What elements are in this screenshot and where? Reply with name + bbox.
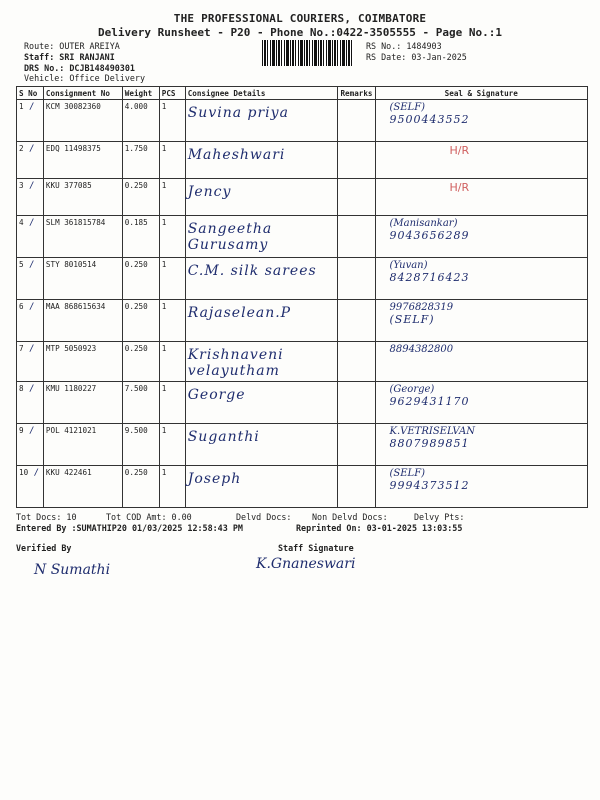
row-consignment: KCM 30082360 (43, 100, 122, 142)
barcode (262, 40, 354, 66)
row-sno: 1 / (17, 100, 44, 142)
consignee-name: Rajaselean.P (187, 305, 292, 321)
row-consignment: KKU 377085 (43, 179, 122, 216)
vehicle-line: Vehicle: Office Delivery (24, 73, 146, 83)
table-row (17, 424, 588, 466)
rs-date: RS Date: 03-Jan-2025 (366, 52, 467, 62)
consignee-name: Jency (187, 184, 232, 200)
row-weight: 0.250 (122, 342, 159, 382)
row-weight: 0.250 (122, 466, 159, 508)
verified-by-label: Verified By (16, 543, 72, 553)
delvd-docs: Delvd Docs: (236, 512, 292, 522)
reprinted-on: Reprinted On: 03-01-2025 13:03:55 (296, 523, 463, 533)
signature-line-1: (Yuvan) (389, 260, 428, 271)
row-pcs: 1 (159, 216, 185, 258)
row-seal (375, 142, 588, 179)
row-weight: 4.000 (122, 100, 159, 142)
row-sno: 8 / (17, 382, 44, 424)
row-pcs: 1 (159, 342, 185, 382)
row-remarks (338, 100, 375, 142)
runsheet-title: Delivery Runsheet - P20 - Phone No.:0422-3505555 - Page No.:1 (98, 26, 502, 39)
row-seal (375, 100, 588, 142)
row-consignee (185, 342, 338, 382)
table-row (17, 142, 588, 179)
drs-line: DRS No.: DCJB148490301 (24, 63, 135, 73)
row-consignee (185, 216, 338, 258)
col-remarks: Remarks (338, 87, 375, 100)
consignee-name: Krishnaveni velayutham (187, 347, 284, 379)
row-pcs: 1 (159, 258, 185, 300)
signature-line-1: 8894382800 (389, 344, 454, 355)
signature-line-2: (SELF) (389, 313, 435, 326)
row-sno: 7 / (17, 342, 44, 382)
delvy-pts: Delvy Pts: (414, 512, 465, 522)
signature-line-1: K.VETRISELVAN (389, 426, 475, 437)
row-seal (375, 216, 588, 258)
row-weight: 0.185 (122, 216, 159, 258)
row-weight: 7.500 (122, 382, 159, 424)
row-sno: 9 / (17, 424, 44, 466)
row-pcs: 1 (159, 300, 185, 342)
tick-mark: / (23, 302, 35, 312)
row-consignee (185, 258, 338, 300)
signature-line-1: (Manisankar) (389, 218, 458, 229)
row-seal (375, 382, 588, 424)
consignee-name: Suvina priya (187, 105, 289, 121)
hr-stamp: H/R (449, 181, 470, 194)
row-pcs: 1 (159, 382, 185, 424)
table-row (17, 382, 588, 424)
row-weight: 1.750 (122, 142, 159, 179)
row-weight: 0.250 (122, 300, 159, 342)
col-consignment: Consignment No (43, 87, 122, 100)
row-weight: 0.250 (122, 179, 159, 216)
tick-mark: / (23, 218, 35, 228)
col-sno: S No (17, 87, 44, 100)
row-consignee (185, 466, 338, 508)
tick-mark: / (23, 426, 35, 436)
table-row (17, 466, 588, 508)
row-seal (375, 258, 588, 300)
row-sno: 2 / (17, 142, 44, 179)
tick-mark: / (28, 468, 39, 478)
consignee-name: Joseph (187, 471, 242, 487)
consignee-name: Sangeetha Gurusamy (187, 221, 273, 253)
row-remarks (338, 382, 375, 424)
row-remarks (338, 342, 375, 382)
signature-line-2: 9043656289 (389, 229, 470, 242)
non-delvd-docs: Non Delvd Docs: (312, 512, 388, 522)
table-row (17, 342, 588, 382)
tick-mark: / (23, 144, 35, 154)
tot-docs: Tot Docs: 10 (16, 512, 77, 522)
signature-line-1: (SELF) (389, 468, 426, 479)
staff-line: Staff: SRI RANJANI (24, 52, 115, 62)
col-weight: Weight (122, 87, 159, 100)
runsheet-table (16, 86, 588, 508)
row-remarks (338, 258, 375, 300)
row-consignment: KMU 1180227 (43, 382, 122, 424)
row-consignee (185, 100, 338, 142)
verified-signature: N Sumathi (34, 562, 111, 578)
table-row (17, 258, 588, 300)
row-pcs: 1 (159, 466, 185, 508)
row-sno: 5 / (17, 258, 44, 300)
row-consignee (185, 142, 338, 179)
tick-mark: / (23, 384, 35, 394)
hr-stamp: H/R (449, 144, 470, 157)
table-row (17, 100, 588, 142)
row-consignment: STY 8010514 (43, 258, 122, 300)
tick-mark: / (23, 344, 35, 354)
table-row (17, 300, 588, 342)
row-consignment: MAA 868615634 (43, 300, 122, 342)
row-consignment: SLM 361815784 (43, 216, 122, 258)
table-row (17, 179, 588, 216)
staff-signature-label: Staff Signature (278, 543, 354, 553)
row-sno: 4 / (17, 216, 44, 258)
row-seal (375, 342, 588, 382)
rs-number: RS No.: 1484903 (366, 41, 442, 51)
row-remarks (338, 142, 375, 179)
table-header-row (17, 87, 588, 100)
row-consignee (185, 424, 338, 466)
entered-by: Entered By :SUMATHIP20 01/03/2025 12:58:43 PM (16, 523, 243, 533)
row-pcs: 1 (159, 142, 185, 179)
signature-line-2: 9629431170 (389, 395, 470, 408)
row-consignee (185, 382, 338, 424)
row-seal (375, 300, 588, 342)
row-pcs: 1 (159, 424, 185, 466)
row-seal (375, 466, 588, 508)
signature-line-1: (George) (389, 384, 435, 395)
row-consignee (185, 300, 338, 342)
tick-mark: / (23, 260, 35, 270)
signature-line-1: 9976828319 (389, 302, 454, 313)
tick-mark: / (23, 102, 35, 112)
consignee-name: Maheshwari (187, 147, 286, 163)
row-consignment: KKU 422461 (43, 466, 122, 508)
row-sno: 3 / (17, 179, 44, 216)
row-remarks (338, 179, 375, 216)
row-weight: 0.250 (122, 258, 159, 300)
row-remarks (338, 216, 375, 258)
row-consignment: EDQ 11498375 (43, 142, 122, 179)
row-consignment: POL 4121021 (43, 424, 122, 466)
company-name: THE PROFESSIONAL COURIERS, COIMBATORE (173, 12, 427, 25)
col-seal: Seal & Signature (375, 87, 588, 100)
row-consignee (185, 179, 338, 216)
tot-cod: Tot COD Amt: 0.00 (106, 512, 192, 522)
row-remarks (338, 466, 375, 508)
col-pcs: PCS (159, 87, 185, 100)
row-seal (375, 179, 588, 216)
row-seal (375, 424, 588, 466)
row-pcs: 1 (159, 179, 185, 216)
row-pcs: 1 (159, 100, 185, 142)
consignee-name: Suganthi (187, 429, 260, 445)
row-weight: 9.500 (122, 424, 159, 466)
signature-line-2: 8807989851 (389, 437, 470, 450)
row-sno: 6 / (17, 300, 44, 342)
tick-mark: / (23, 181, 35, 191)
staff-handwritten-signature: K.Gnaneswari (256, 556, 356, 572)
consignee-name: George (187, 387, 246, 403)
signature-line-1: (SELF) (389, 102, 426, 113)
row-consignment: MTP 5050923 (43, 342, 122, 382)
table-row (17, 216, 588, 258)
route-line: Route: OUTER AREIYA (24, 41, 120, 51)
row-remarks (338, 300, 375, 342)
consignee-name: C.M. silk sarees (187, 263, 317, 279)
row-sno: 10 / (17, 466, 44, 508)
row-remarks (338, 424, 375, 466)
signature-line-2: 8428716423 (389, 271, 470, 284)
signature-line-2: 9994373512 (389, 479, 470, 492)
col-consignee: Consignee Details (185, 87, 338, 100)
signature-line-2: 9500443552 (389, 113, 470, 126)
